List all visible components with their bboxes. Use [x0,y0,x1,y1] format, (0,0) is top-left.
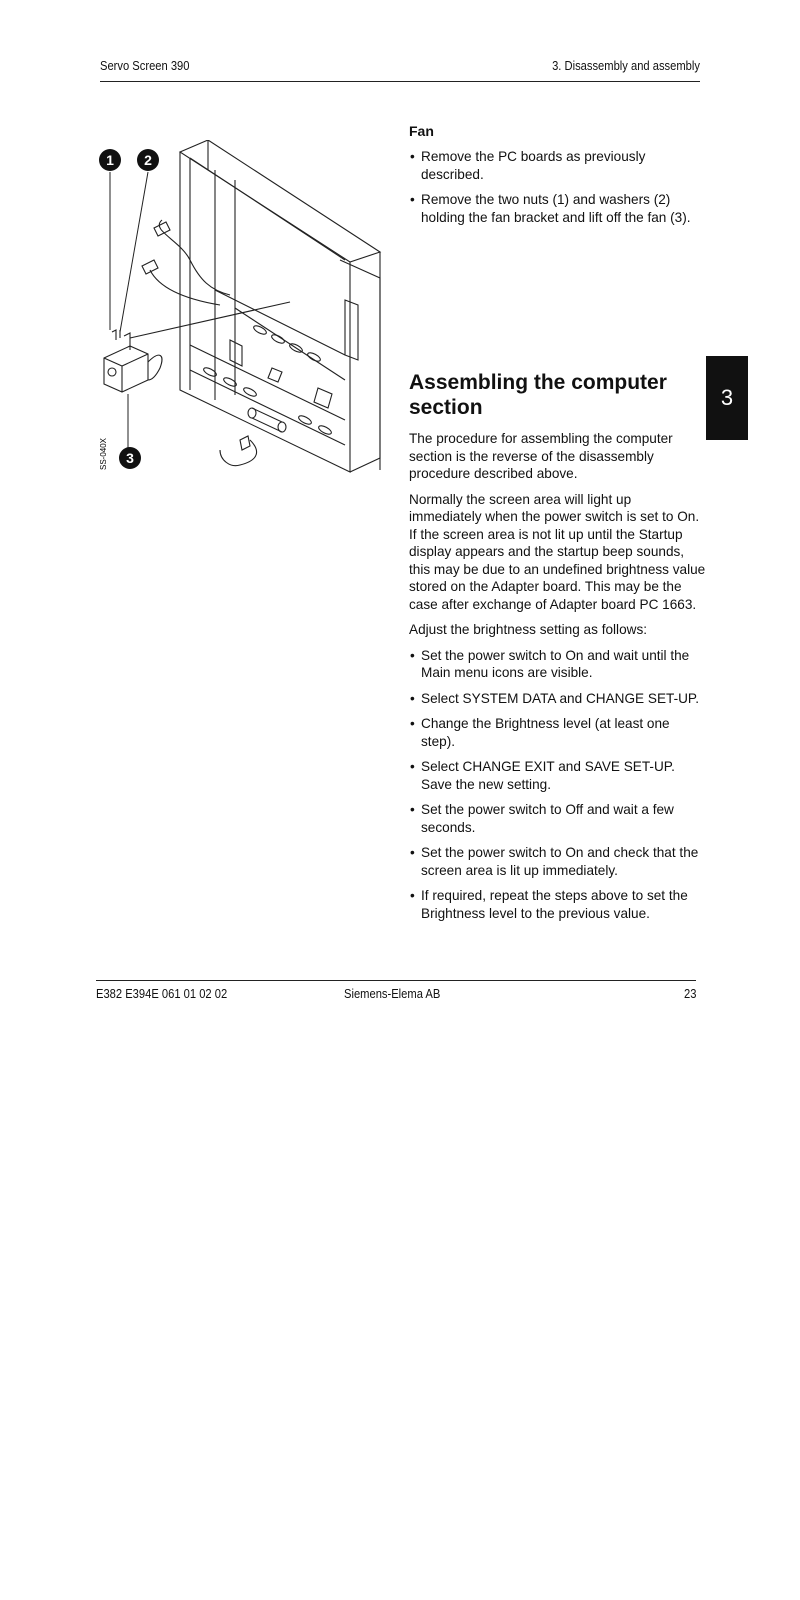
footer-doc-number: E382 E394E 061 01 02 02 [96,986,228,1001]
brightness-step: • Set the power switch to On and wait until the Main menu icons are visible. [409,647,707,682]
callout-1-label: 1 [106,152,114,168]
callout-3-label: 3 [126,450,134,466]
header-chapter: 3. Disassembly and assembly [552,58,700,73]
assembling-body [409,430,707,930]
assembling-para-2: Normally the screen area will light up immediately when the power switch is set to On. If the screen area is not lit up until the Startup display appears and the startup beep sounds, this may be due to an undefined brightness value stored on the Adapter board. This may be the case after exchange of Adapter board PC 1663. [409,491,706,612]
assembling-para-1: The procedure for assembling the computer section is the reverse of the disassembly procedure described above. [409,431,673,481]
fan-heading: Fan [409,123,434,139]
assembling-para-3: Adjust the brightness setting as follows: [409,622,648,637]
footer-page-number: 23 [683,986,696,1001]
footer-company: Siemens-Elema AB [344,986,441,1001]
fan-illustration [90,140,390,500]
figure-code: SS-040X [99,437,108,470]
brightness-step: • Select SYSTEM DATA and CHANGE SET-UP. [409,690,707,708]
brightness-step: • Set the power switch to Off and wait a few seconds. [409,801,707,836]
fan-step: • Remove the two nuts (1) and washers (2) holding the fan bracket and lift off the fan (3). [409,191,707,226]
chapter-tab: 3 [706,356,748,440]
brightness-step: • Change the Brightness level (at least one step). [409,715,707,750]
brightness-step: • Select CHANGE EXIT and SAVE SET-UP. Save the new setting. [409,758,707,793]
brightness-step: • Set the power switch to On and check that the screen area is lit up immediately. [409,844,707,879]
footer-rule [96,980,696,981]
section-heading: Assembling the computer section [409,371,667,419]
fan-steps [409,148,707,234]
header-rule [100,81,700,82]
fan-step: • Remove the PC boards as previously described. [409,148,707,183]
callout-2-label: 2 [144,152,152,168]
brightness-step: • If required, repeat the steps above to set the Brightness level to the previous value. [409,887,707,922]
header-title: Servo Screen 390 [100,58,190,73]
